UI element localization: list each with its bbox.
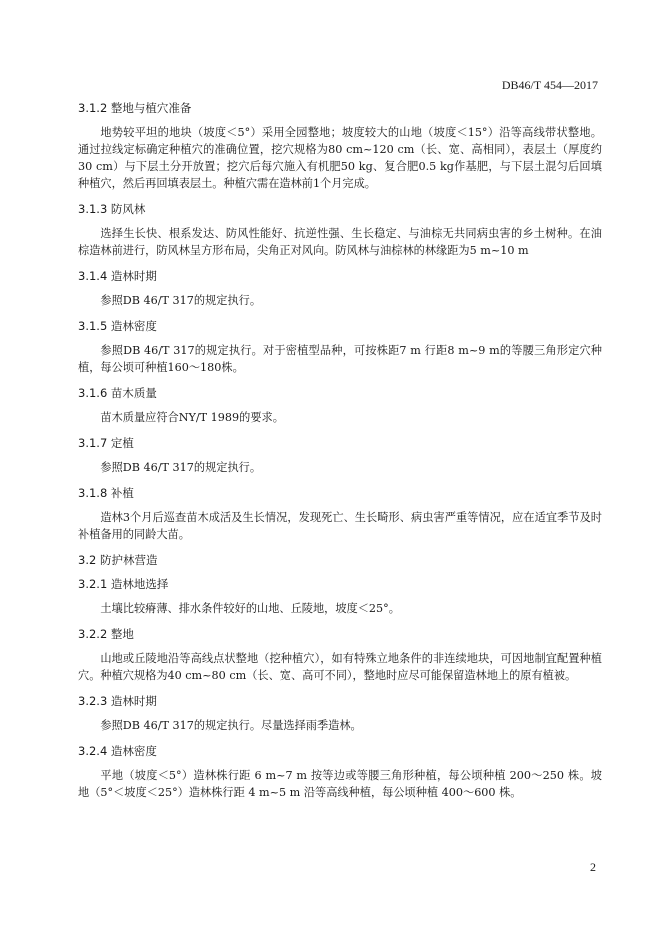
document-body	[78, 100, 602, 810]
section-paragraph: 参照DB 46/T 317的规定执行。对于密植型品种，可按株距7 m 行距8 m~9 m的等腰三角形定穴种植，每公顷可种植160～180株。	[78, 344, 602, 374]
section-paragraph: 选择生长快、根系发达、防风性能好、抗逆性强、生长稳定、与油棕无共同病虫害的乡土树种。在油棕造林前进行，防风林呈方形布局，尖角正对风向。防风林与油棕林的林缘距为5 m~10 m	[78, 227, 602, 257]
section-paragraph: 地势较平坦的地块（坡度＜5°）采用全园整地；坡度较大的山地（坡度＜15°）沿等高线带状整地。通过拉线定标确定种植穴的准确位置，挖穴规格为80 cm~120 cm（长、宽、高相同），表层土（厚度约30 cm）与下层土分开放置；挖穴后每穴施入有机肥50 kg、复合肥0.5 kg作基肥，与下层土混匀后回填种植穴，然后再回填表层土。种植穴需在造林前1个月完成。	[78, 126, 602, 190]
section-heading: 3.2.4 造林密度	[78, 744, 157, 758]
section-heading: 3.2 防护林营造	[78, 553, 158, 567]
section-heading: 3.2.3 造林时期	[78, 694, 157, 708]
section-heading: 3.2.1 造林地选择	[78, 577, 169, 591]
section-paragraph: 参照DB 46/T 317的规定执行。	[100, 294, 262, 307]
section-paragraph: 参照DB 46/T 317的规定执行。	[100, 461, 262, 474]
section-heading: 3.1.2 整地与植穴准备	[78, 101, 192, 115]
document-code-header: DB46/T 454—2017	[501, 78, 598, 92]
section-heading: 3.1.5 造林密度	[78, 319, 157, 333]
section-heading: 3.1.3 防风林	[78, 202, 146, 216]
page-number: 2	[590, 860, 596, 874]
section-heading: 3.1.7 定植	[78, 436, 134, 450]
section-paragraph: 平地（坡度＜5°）造林株行距 6 m~7 m 按等边或等腰三角形种植，每公顷种植 200～250 株。坡地（5°＜坡度＜25°）造林株行距 4 m~5 m 沿等高线种植，每公顷种植 400～600 株。	[78, 769, 602, 799]
section-heading: 3.2.2 整地	[78, 627, 134, 641]
section-heading: 3.1.6 苗木质量	[78, 386, 157, 400]
section-heading: 3.1.4 造林时期	[78, 269, 157, 283]
section-paragraph: 土壤比较瘠薄、排水条件较好的山地、丘陵地，坡度＜25°。	[100, 602, 400, 615]
section-heading: 3.1.8 补植	[78, 486, 134, 500]
section-paragraph: 苗木质量应符合NY/T 1989的要求。	[100, 411, 284, 424]
section-paragraph: 山地或丘陵地沿等高线点状整地（挖种植穴），如有特殊立地条件的非连续地块，可因地制宜配置种植穴。种植穴规格为40 cm~80 cm（长、宽、高可不同），整地时应尽可能保留造林地上的原有植被。	[78, 652, 602, 682]
section-paragraph: 造林3个月后巡查苗木成活及生长情况，发现死亡、生长畸形、病虫害严重等情况，应在适宜季节及时补植备用的同龄大苗。	[78, 511, 602, 541]
section-paragraph: 参照DB 46/T 317的规定执行。尽量选择雨季造林。	[100, 719, 362, 732]
